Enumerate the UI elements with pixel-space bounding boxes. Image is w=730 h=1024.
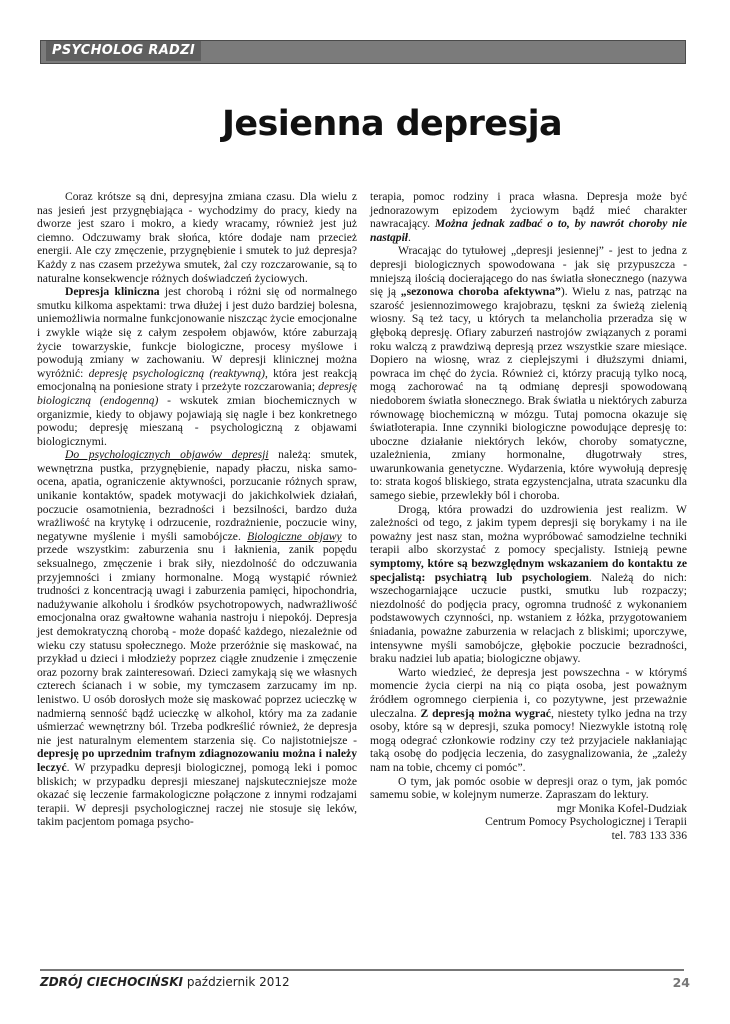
author-phone: tel. 783 133 336 — [611, 828, 687, 842]
page-number: 24 — [672, 975, 690, 990]
text-run: Depresja kliniczna — [65, 285, 160, 299]
author-name: mgr Monika Kofel-Dudziak — [556, 801, 687, 815]
text-run: . Należą do nich: wszechogarniające uczucie pustki, smutku lub rozpaczy; niezdolność do podjęcia pracy, ogromna trudność z wykonaniem podstawowych czynności, np. wstaniem z łóżka, przygotowaniem śniadania, poważne zaburzenia w relacjach z bliskimi; uporczywe, intensywne myśli samobójcze, głębokie poczucie bezradności, braku nadziei lub apatia; biologiczne objawy. — [370, 570, 687, 666]
section-label: PSYCHOLOG RADZI — [46, 41, 201, 61]
footer-publication — [40, 975, 290, 989]
text-run: jest chorobą i różni się od normalnego smutku kilkoma aspektami: trwa dłużej i jest dużo bardziej bolesna, uniemożliwia normalne funkcjonowanie niszcząc życie emocjonalne i zwykle wiąże się z całym zespołem objawów, które zaburzają życie towarzyskie, funkcje biologiczne, procesy myślowe i powodują zmiany w zachowaniu. W depresji klinicznej można wyróżnić: — [37, 285, 357, 380]
article-paragraph — [37, 448, 357, 829]
article-paragraph — [37, 190, 357, 285]
text-run: symptomy, które są bezwzględnym wskazaniem do kontaktu ze specjalistą: psychiatrą lub psychologiem — [370, 557, 687, 584]
text-run: Z depresją można wygrać — [420, 706, 551, 720]
text-run: ). Wielu z nas, patrząc na szarość jesiennozimowego krajobrazu, tęskni za świeżą zielenią wiosny. Są też tacy, u których ta melancholia przeradza się w głęboką depresję. Ofiary zaburzeń nastrojów związanych z porami roku walczą z prawdziwą depresją przez wszystkie szare miesiące. Dopiero na wiosnę, wraz z cieplejszymi i dłuższymi dniami, powraca im chęć do życia. Również ci, którzy pracują tylko nocą, mogą zachorować na tą odmianę depresji spowodowaną niedoborem światła słonecznego. Brak światła u niektórych zaburza równowagę biochemiczną w mózgu. Tutaj pomocna okazuje się światłoterapia. Inne czynniki biologiczne powodujące depresję to: uboczne działanie niektórych leków, choroby somatyczne, uzależnienia, zmiany hormonalne, długotrwały stres, uwarunkowania genetyczne. Wydarzenia, które wywołują depresję to: strata kogoś bliskiego, strata egzystencjalna, utrata szacunku dla samego siebie, przewlekły ból i choroba. — [370, 285, 688, 503]
text-run: Do psychologicznych objawów depresji — [65, 448, 269, 462]
text-run: O tym, jak pomóc osobie w depresji oraz o tym, jak pomóc samemu sobie, w kolejnym numerze. Zapraszam do lektury. — [370, 774, 687, 802]
text-run: , niestety tylko jedna na trzy osoby, które są w depresji, szuka pomocy! Niezwykle istotną rolę mogą odegrać członkowie rodziny czy też przyjaciele nakłaniając taką osobę do podjęcia leczenia, do zasygnalizowania, że „zależy nam na tobie, chcemy ci pomóc”. — [370, 706, 688, 774]
article-paragraph — [370, 244, 687, 502]
article-paragraph — [370, 190, 687, 244]
text-run: należą: smutek, wewnętrzna pustka, przygnębienie, napady płaczu, niska samo-ocena, apatia, ograniczenie aktywności, porzucanie różnych spraw, unikanie kontaktów, spadek motywacji do jakichkolwiek działań, poczucie osamotnienia, bezradności i bezsilności, bardzo duża wrażliwość na krytykę i odrzucenie, rozdrażnienie, poczucie winy, negatywne myślenie i myśli samobójcze. — [37, 448, 357, 543]
article-paragraph — [370, 666, 687, 775]
text-run: depresję psychologiczną (reaktywną) — [88, 366, 265, 380]
issue-date: październik 2012 — [186, 975, 290, 989]
author-organization: Centrum Pomocy Psychologicznej i Terapii — [485, 815, 687, 829]
text-run: Drogą, która prowadzi do uzdrowienia jest realizm. W zależności od tego, z jakim typem depresji się borykamy i na ile poważny jest nasz stan, można wypróbować samodzielne techniki terapii albo skorzystać z pomocy specjalisty. Istnieją pewne — [370, 502, 687, 557]
text-run: . — [408, 230, 411, 244]
article-column-right-body — [370, 190, 687, 802]
text-run: . W przypadku depresji biologicznej, pomogą leki i pomoc bliskich; w przypadku depresji mieszanej najskuteczniejsze może okazać się leczenie farmakologiczne połączone z innymi rodzajami terapii. W depresji psychologicznej raczej nie stosuje się leków, takim pacjentom pomaga psycho- — [37, 760, 357, 829]
text-run: terapia, pomoc rodziny i praca własna. Depresja może być jednorazowym epizodem życiowym bądź mieć charakter nawracający. — [370, 190, 687, 231]
text-run: Wracając do tytułowej „depresji jesiennej” - jest to jedna z depresji biologicznych spowodowana - jak się przypuszcza - mniejszą ilością docierającego do nas światła słonecznego (nazywa się ją — [370, 244, 687, 299]
text-run: „sezonowa choroba afektywna” — [400, 285, 561, 299]
text-run: Można jednak zadbać o to, by nawrót choroby nie nastąpił — [370, 217, 687, 244]
text-run: - wskutek zmian biochemicznych w organizmie, kiedy to objawy pojawiają się nagle i bez konkretnego powodu; depresję mieszaną - psychologiczną z objawami biologicznymi. — [37, 393, 358, 448]
text-run: Warto wiedzieć, że depresja jest powszechna - w którymś momencie życia cierpi na nią co piąta osoba, jest poważnym źródłem ogromnego cierpienia i, co pozytywne, jest przeważnie uleczalna. — [370, 665, 687, 720]
article-column-left — [37, 190, 357, 829]
text-run: Biologiczne objawy — [247, 529, 342, 543]
article-title: Jesienna depresja — [222, 104, 563, 144]
publication-name: ZDRÓJ CIECHOCIŃSKI — [40, 975, 183, 989]
text-run: , która jest reakcją emocjonalną na poniesione straty i przeżyte rozczarowania; — [37, 366, 357, 394]
footer-divider — [40, 969, 684, 971]
article-paragraph — [37, 285, 357, 448]
text-run: to przede wszystkim: zaburzenia snu i łaknienia, zanik popędu seksualnego, zmęczenie i brak siły, niezdolność do odczuwania przyjemności i zmiany hormonalne. Mogą wystąpić również trudności z koncentracją uwagi i zaburzenia pamięci, hipochondria, nadużywanie alkoholu i środków psychotropowych, nadwrażliwość emocjonalna oraz gwałtowne wahania nastroju i niepokój. Depresja jest demokratyczną chorobą - może dopaść każdego, niezależnie od wieku czy statusu społecznego. Może przeróżnie się maskować, na przykład u dzieci i młodzieży poprzez ciągłe znudzenie i zmęczenie oraz pozorny brak zainteresowań. Dzieci zamykają się we własnych czterech ścianach i w sobie, my tymczasem zarzucamy im np. lenistwo. U osób dorosłych może się maskować poprzez ucieczkę w nadmierną senność bądź ucieczkę w alkohol, który ma za zadanie uśmierzać wewnętrzny ból. Trzeba podkreślić również, że depresja nie jest naturalnym elementem starzenia się. Co najistotniejsze - — [37, 529, 357, 747]
text-run: depresję po uprzednim trafnym zdiagnozowaniu można i należy leczyć — [37, 747, 357, 774]
article-paragraph — [370, 775, 687, 802]
article-paragraph — [370, 503, 687, 666]
author-signature — [370, 802, 687, 843]
text-run: Coraz krótsze są dni, depresyjna zmiana czasu. Dla wielu z nas jesień jest przygnębiająca - wychodzimy do pracy, kiedy na dworze jest szaro i mokro, a kiedy wracamy, również jest już ciemno. Odczuwamy brak słońca, które dodaje nam przecież energii. Ale czy zmęczenie, przygnębienie i smutek to już depresja? Każdy z nas czasem przeżywa smutek, żal czy rozczarowanie, są to naturalne konsekwencje różnych doświadczeń życiowych. — [37, 190, 357, 285]
text-run: depresję biologiczną (endogenną) — [37, 380, 357, 407]
article-column-right — [370, 190, 687, 843]
